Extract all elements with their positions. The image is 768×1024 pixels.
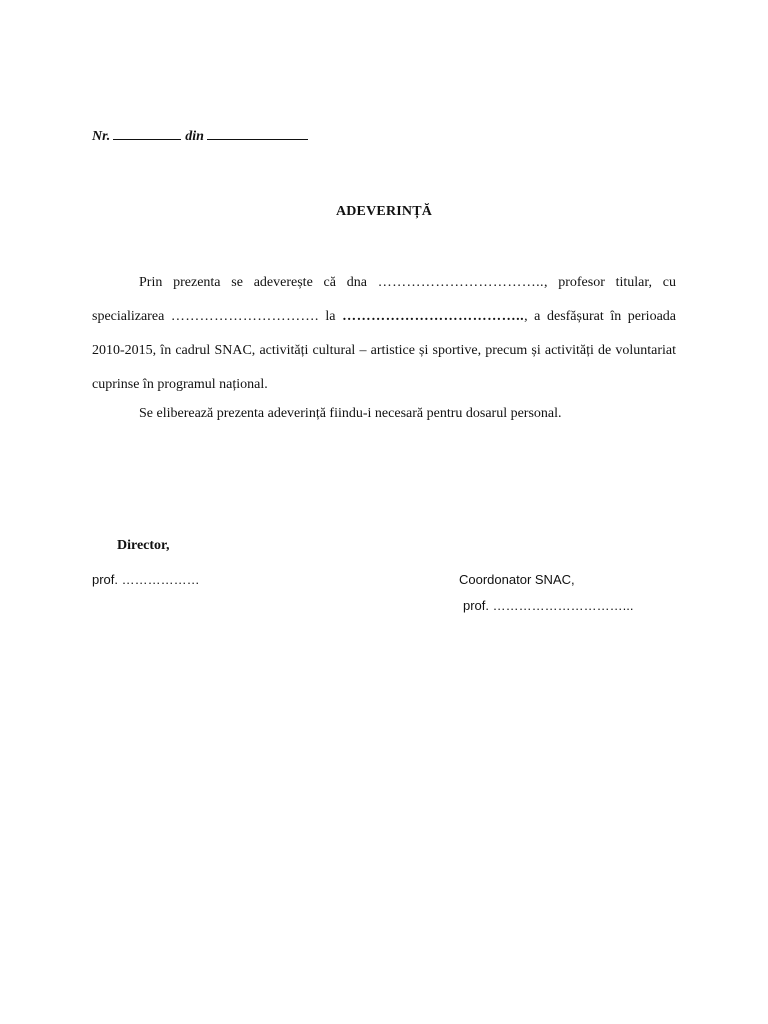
name-placeholder-dots: …………………………….. [377,275,544,290]
issuance-paragraph: Se eliberează prezenta adeverință fiindu-i necesară pentru dosarul personal. [139,406,562,421]
school-placeholder-dots: ……………………………….. [342,309,525,324]
nr-blank-field [113,127,181,140]
document-title: ADEVERINȚĂ [335,204,433,219]
nr-label: Nr. [92,129,111,144]
date-blank-field [207,127,308,140]
paragraph-text-1: Prin prezenta se adeverește că dna [139,275,378,290]
certificate-paragraph [92,266,676,402]
director-label: Director, [117,538,170,553]
coordinator-label: Coordonator SNAC, [459,572,575,587]
paragraph-text-2: , profesor titular, cu specializarea [92,275,676,324]
paragraph-text-3: la [318,309,343,324]
registration-number-line [92,127,308,145]
coordinator-signature-line: prof. …………………………... [463,598,634,613]
specialization-placeholder-dots: …………………………. [170,309,319,324]
din-label: din [185,129,204,144]
paragraph-text-4: , a desfășurat în perioada 2010-2015, în cadrul SNAC, activități cultural – artistice și sportive, precum și activități de voluntariat cuprinse în programul național. [92,309,676,392]
director-signature-line: prof. ……………… [92,572,200,587]
